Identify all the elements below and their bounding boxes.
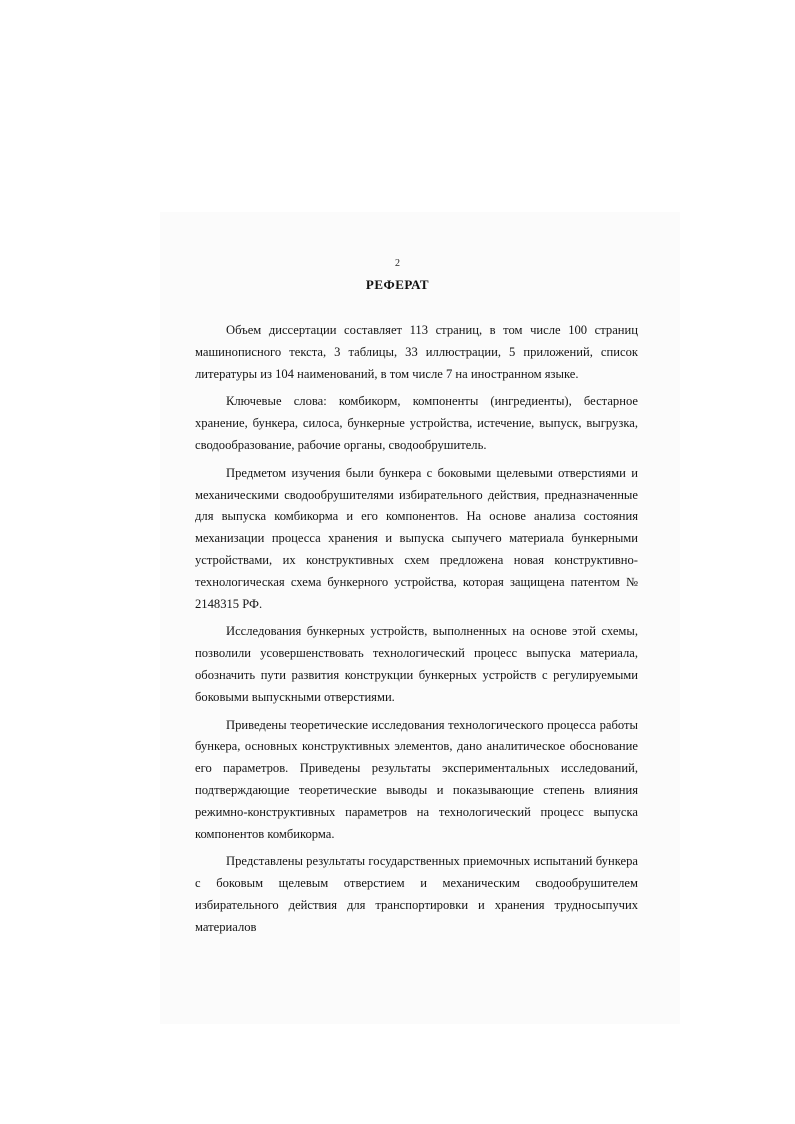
paragraph-keywords: Ключевые слова: комбикорм, компоненты (ингредиенты), бестарное хранение, бункера, силоса, бункерные устройства, истечение, выпуск, выгрузка, сводообразование, рабочие органы, сводообрушитель. [195,394,638,452]
paragraph-subject: Предметом изучения были бункера с боковыми щелевыми отверстиями и механическими сводообрушителями избирательного действия, предназначенные для выпуска комбикорма и его компонентов. На основе анализа состояния механизации процесса хранения и выпуска сыпучего материала бункерными устройствами, их конструктивных схем предложена новая конструктивно-технологическая схема бункерного устройства, которая защищена патентом № 2148315 РФ. [195,465,638,611]
page-title: РЕФЕРАТ [365,277,430,292]
paragraph-theory: Приведены теоретические исследования технологического процесса работы бункера, основных конструктивных элементов, дано аналитическое обоснование его параметров. Приведены результаты экспериментальных исследований, подтверждающие теоретические выводы и показывающие степень влияния режимно-конструктивных параметров на технологический процесс выпуска компонентов комбикорма. [195,717,638,841]
paragraph-research: Исследования бункерных устройств, выполненных на основе этой схемы, позволили усовершенствовать технологический процесс выпуска материала, обозначить пути развития конструкции бункерных устройств с регулируемыми боковыми выпускными отверстиями. [195,624,638,704]
page-number: 2 [395,258,400,269]
document-body [195,320,638,945]
paragraph-volume: Объем диссертации составляет 113 страниц, в том числе 100 страниц машинописного текста, 3 таблицы, 33 иллюстрации, 5 приложений, список литературы из 104 наименований, в том числе 7 на иностранном языке. [195,323,638,381]
paragraph-tests: Представлены результаты государственных приемочных испытаний бункера с боковым щелевым отверстием и механическим сводообрушителем избирательного действия для транспортировки и хранения трудносыпучих материалов [195,854,638,934]
